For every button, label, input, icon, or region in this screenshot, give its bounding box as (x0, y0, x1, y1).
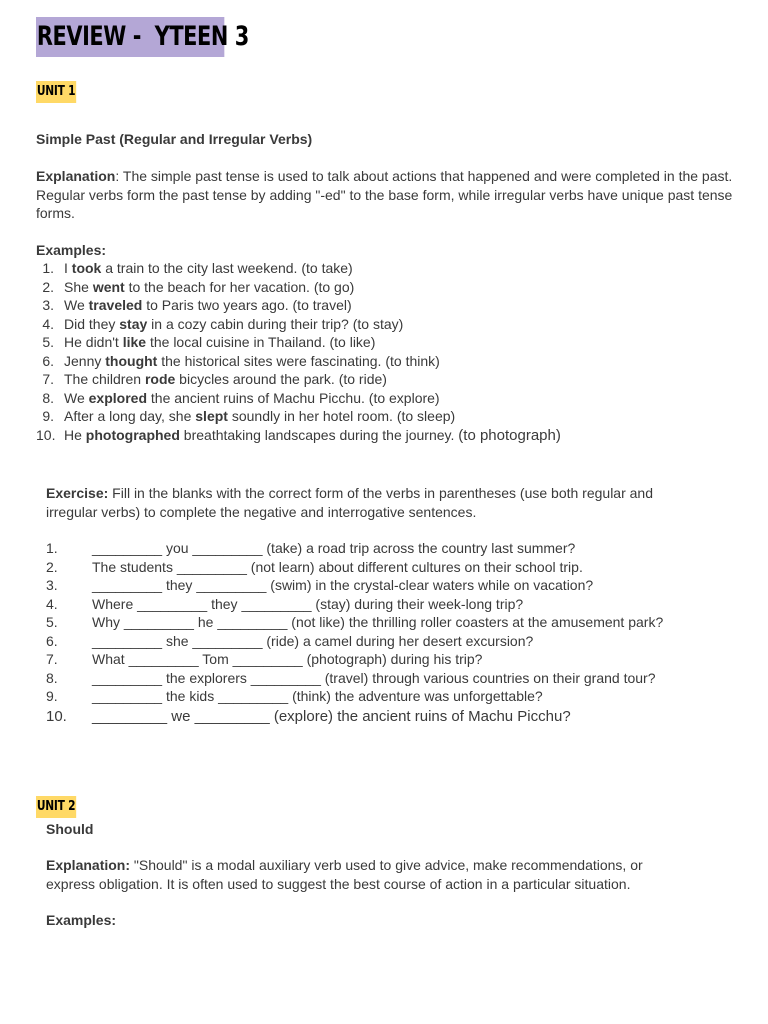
example-item: 10. He photographed breathtaking landscapes during the journey. (to photograph) (36, 426, 561, 444)
exercise-item: 2. The students _________ (not learn) about different cultures on their school trip. (46, 558, 583, 575)
unit-1-label: UNIT 1 (36, 81, 76, 103)
example-item: 6. Jenny thought the historical sites were fascinating. (to think) (42, 352, 440, 369)
exercise-item: 9. _________ the kids _________ (think) the adventure was unforgettable? (46, 688, 543, 704)
exercise-item: 1. _________ you _________ (take) a road trip across the country last summer? (46, 540, 576, 556)
unit-2-label: UNIT 2 (36, 796, 76, 818)
example-item: 7. The children rode bicycles around the park. (to ride) (42, 371, 387, 387)
explanation-label: Explanation: (46, 857, 131, 873)
exercise-item: 7. What _________ Tom _________ (photograph) during his trip? (46, 651, 483, 667)
example-item: 3. We traveled to Paris two years ago. (to travel) (42, 297, 352, 313)
explanation-label: Explanation (36, 168, 116, 184)
example-item: 2. She went to the beach for her vacation. (to go) (42, 278, 355, 295)
exercise-instructions (46, 484, 686, 521)
unit-1-explanation (36, 167, 736, 223)
example-item: 1. I took a train to the city last weekend. (to take) (42, 260, 353, 276)
unit-2-examples-label: Examples: (46, 912, 117, 928)
explanation-text: : The simple past tense is used to talk about actions that happened and were completed in the past. Regular verbs form the past tense by adding "-ed" to the base form, while irregular verbs have unique past tense forms. (36, 168, 733, 221)
unit-1-section-title: Simple Past (Regular and Irregular Verbs) (36, 131, 313, 147)
exercise-item: 6. _________ she _________ (ride) a camel during her desert excursion? (46, 632, 534, 649)
unit-2-section-title: Should (46, 821, 94, 837)
example-item: 4. Did they stay in a cozy cabin during their trip? (to stay) (42, 315, 404, 332)
exercise-item: 8. _________ the explorers _________ (travel) through various countries on their grand tour? (46, 669, 656, 686)
exercise-list (46, 539, 663, 728)
example-item: 8. We explored the ancient ruins of Machu Picchu. (to explore) (42, 389, 440, 406)
example-item: 9. After a long day, she slept soundly in her hotel room. (to sleep) (42, 408, 456, 424)
page-title: REVIEW - YTEEN 3 (36, 17, 224, 57)
explanation-text: "Should" is a modal auxiliary verb used to give advice, make recommendations, or express obligation. It is often used to suggest the best course of action in a particular situation. (46, 857, 643, 892)
example-item: 5. He didn't like the local cuisine in Thailand. (to like) (42, 334, 376, 350)
exercise-item: 4. Where _________ they _________ (stay) during their week-long trip? (46, 595, 524, 612)
exercise-item: 3. _________ they _________ (swim) in the crystal-clear waters while on vacation? (46, 577, 594, 593)
exercise-item: 10. _________ we _________ (explore) the ancient ruins of Machu Picchu? (46, 707, 571, 725)
unit-2-explanation (46, 856, 686, 893)
unit-1-examples-label: Examples: (36, 242, 107, 258)
examples-list (36, 259, 561, 444)
exercise-item: 5. Why _________ he _________ (not like) the thrilling roller coasters at the amusement park? (46, 614, 664, 630)
exercise-text: Fill in the blanks with the correct form of the verbs in parentheses (use both regular and irregular verbs) to complete the negative and interrogative sentences. (46, 485, 654, 520)
exercise-label: Exercise: (46, 485, 109, 501)
